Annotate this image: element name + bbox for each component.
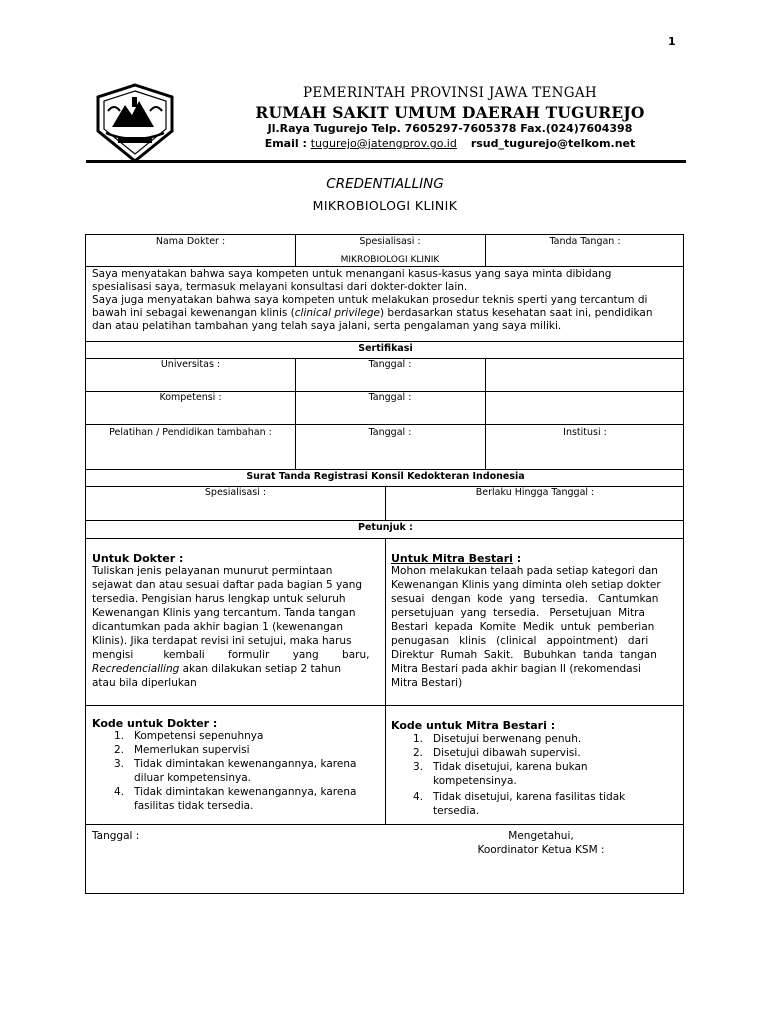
untuk-dokter-line: Kewenangan Klinis yang tercantum. Tanda tangan (92, 607, 356, 619)
statement-text: bawah ini sebagai kewenangan klinis ( (92, 307, 295, 319)
untuk-dokter-heading: Untuk Dokter : (92, 552, 184, 565)
item-number: 1. (114, 730, 125, 742)
email-link-1[interactable]: tugurejo@jatengprov.go.id (310, 137, 457, 150)
spesialisasi-label: Spesialisasi : (359, 236, 421, 247)
untuk-dokter-line: dicantumkan pada akhir bagian 1 (kewenangan (92, 621, 343, 633)
header-hospital-name: RUMAH SAKIT UMUM DAERAH TUGUREJO (255, 103, 645, 122)
untuk-dokter-line: atau bila diperlukan (92, 677, 197, 689)
untuk-dokter-text: akan dilakukan setiap 2 tahun (179, 663, 341, 675)
header-divider (86, 160, 686, 163)
tanda-tangan-label: Tanda Tangan : (549, 236, 621, 247)
header-address: Jl.Raya Tugurejo Telp. 7605297-7605378 Fax.(024)7604398 (267, 122, 633, 135)
item-number: 3. (413, 761, 424, 773)
tanggal-label: Tanggal : (368, 392, 412, 403)
item-number: 4. (114, 786, 125, 798)
item-text: fasilitas tidak tersedia. (134, 800, 254, 812)
divider (385, 538, 386, 824)
statement-italic: clinical privilege (294, 307, 380, 319)
spesialisasi-value: MIKROBIOLOGI KLINIK (340, 255, 440, 265)
item-number: 3. (114, 758, 125, 770)
kompetensi-label: Kompetensi : (159, 392, 222, 403)
statement-line (92, 307, 678, 320)
tanggal-label: Tanggal : (368, 359, 412, 370)
statement-line: spesialisasi saya, termasuk melayani konsultasi dari dokter-dokter lain. (92, 281, 468, 293)
divider (86, 469, 683, 470)
sertifikasi-heading: Sertifikasi (358, 343, 413, 354)
untuk-mitra-colon: : (512, 552, 522, 565)
kode-dokter-heading: Kode untuk Dokter : (92, 717, 218, 730)
universitas-label: Universitas : (160, 359, 221, 370)
institusi-label: Institusi : (563, 427, 607, 438)
pelatihan-label: Pelatihan / Pendidikan tambahan : (109, 427, 272, 438)
item-text: Memerlukan supervisi (134, 744, 250, 756)
credentialling-form (85, 234, 684, 894)
divider (86, 824, 683, 825)
untuk-dokter-line: Tuliskan jenis pelayanan munurut permintaan (92, 565, 333, 577)
untuk-mitra-line: Kewenangan Klinis yang diminta oleh setiap dokter (391, 579, 661, 591)
divider (86, 424, 683, 425)
untuk-dokter-line: sejawat dan atau sesuai daftar pada bagian 5 yang (92, 579, 363, 591)
berlaku-label: Berlaku Hingga Tanggal : (475, 487, 595, 498)
kode-mitra-heading: Kode untuk Mitra Bestari : (391, 719, 556, 732)
statement-line: dan atau pelatihan tambahan yang telah saya jalani, serta pengalaman yang saya miliki. (92, 320, 562, 332)
untuk-dokter-line: mengisi kembali formulir yang baru, (92, 649, 370, 661)
untuk-mitra-line: Direktur Rumah Sakit. Bubuhkan tanda tangan (391, 649, 657, 661)
divider (485, 358, 486, 469)
header-email (195, 137, 705, 150)
divider (86, 520, 683, 521)
str-spesialisasi-label: Spesialisasi : (204, 487, 267, 498)
item-text: Disetujui berwenang penuh. (433, 733, 582, 745)
nama-dokter-label: Nama Dokter : (155, 236, 226, 247)
untuk-mitra-line: persetujuan yang tersedia. Persetujuan Mitra (391, 607, 645, 619)
item-text: Disetujui dibawah supervisi. (433, 747, 581, 759)
untuk-mitra-line: penugasan klinis (clinical appointment) dari (391, 635, 649, 647)
tanggal-label: Tanggal : (368, 427, 412, 438)
document-subtitle: MIKROBIOLOGI KLINIK (312, 198, 458, 213)
email-label: Email : (264, 137, 307, 150)
statement-text: ) berdasarkan status kesehatan saat ini, pendidikan (379, 307, 653, 319)
untuk-dokter-line: Klinis). Jika terdapat revisi ini setujui, maka harus (92, 635, 352, 647)
tanggal-bottom-label: Tanggal : (92, 830, 140, 842)
untuk-mitra-line: sesuai dengan kode yang tersedia. Cantumkan (391, 593, 659, 605)
recredencialling-italic: Recredencialling (92, 663, 180, 675)
item-number: 4. (413, 791, 424, 803)
email-2: rsud_tugurejo@telkom.net (470, 137, 636, 150)
untuk-mitra-line: Mitra Bestari pada akhir bagian II (rekomendasi (391, 663, 641, 675)
page-number: 1 (668, 35, 676, 48)
item-text: Kompetensi sepenuhnya (134, 730, 264, 742)
untuk-mitra-line: Mitra Bestari) (391, 677, 463, 689)
item-text: kompetensinya. (433, 775, 517, 787)
divider (295, 358, 296, 469)
document-title: CREDENTIALLING (326, 176, 444, 192)
item-text: diluar kompetensinya. (134, 772, 251, 784)
item-number: 2. (413, 747, 424, 759)
item-text: Tidak disetujui, karena bukan (433, 761, 588, 773)
item-number: 1. (413, 733, 424, 745)
item-text: Tidak dimintakan kewenangannya, karena (134, 786, 357, 798)
province-seal-logo (92, 83, 178, 163)
untuk-dokter-line: tersedia. Pengisian harus lengkap untuk seluruh (92, 593, 346, 605)
str-heading: Surat Tanda Registrasi Konsil Kedokteran Indonesia (246, 471, 525, 482)
untuk-mitra-line: Bestari kepada Komite Medik untuk pemberian (391, 621, 655, 633)
petunjuk-heading: Petunjuk : (358, 522, 413, 533)
untuk-mitra-heading (391, 552, 521, 565)
item-text: Tidak dimintakan kewenangannya, karena (134, 758, 357, 770)
item-number: 2. (114, 744, 125, 756)
untuk-mitra-line: Mohon melakukan telaah pada setiap kategori dan (391, 565, 658, 577)
header-government: PEMERINTAH PROVINSI JAWA TENGAH (303, 85, 597, 101)
untuk-dokter-line (92, 663, 377, 677)
koordinator-label: Koordinator Ketua KSM : (477, 844, 605, 856)
item-text: tersedia. (433, 805, 480, 817)
statement-line: Saya juga menyatakan bahwa saya kompeten untuk melakukan prosedur teknis sperti yang tercantum di (92, 294, 648, 306)
untuk-mitra-heading-text: Untuk Mitra Bestari (391, 552, 513, 565)
item-text: Tidak disetujui, karena fasilitas tidak (433, 791, 626, 803)
mengetahui-label: Mengetahui, (508, 830, 574, 842)
divider (86, 341, 683, 342)
divider (86, 266, 683, 267)
statement-line: Saya menyatakan bahwa saya kompeten untuk menangani kasus-kasus yang saya minta dibidang (92, 268, 612, 280)
